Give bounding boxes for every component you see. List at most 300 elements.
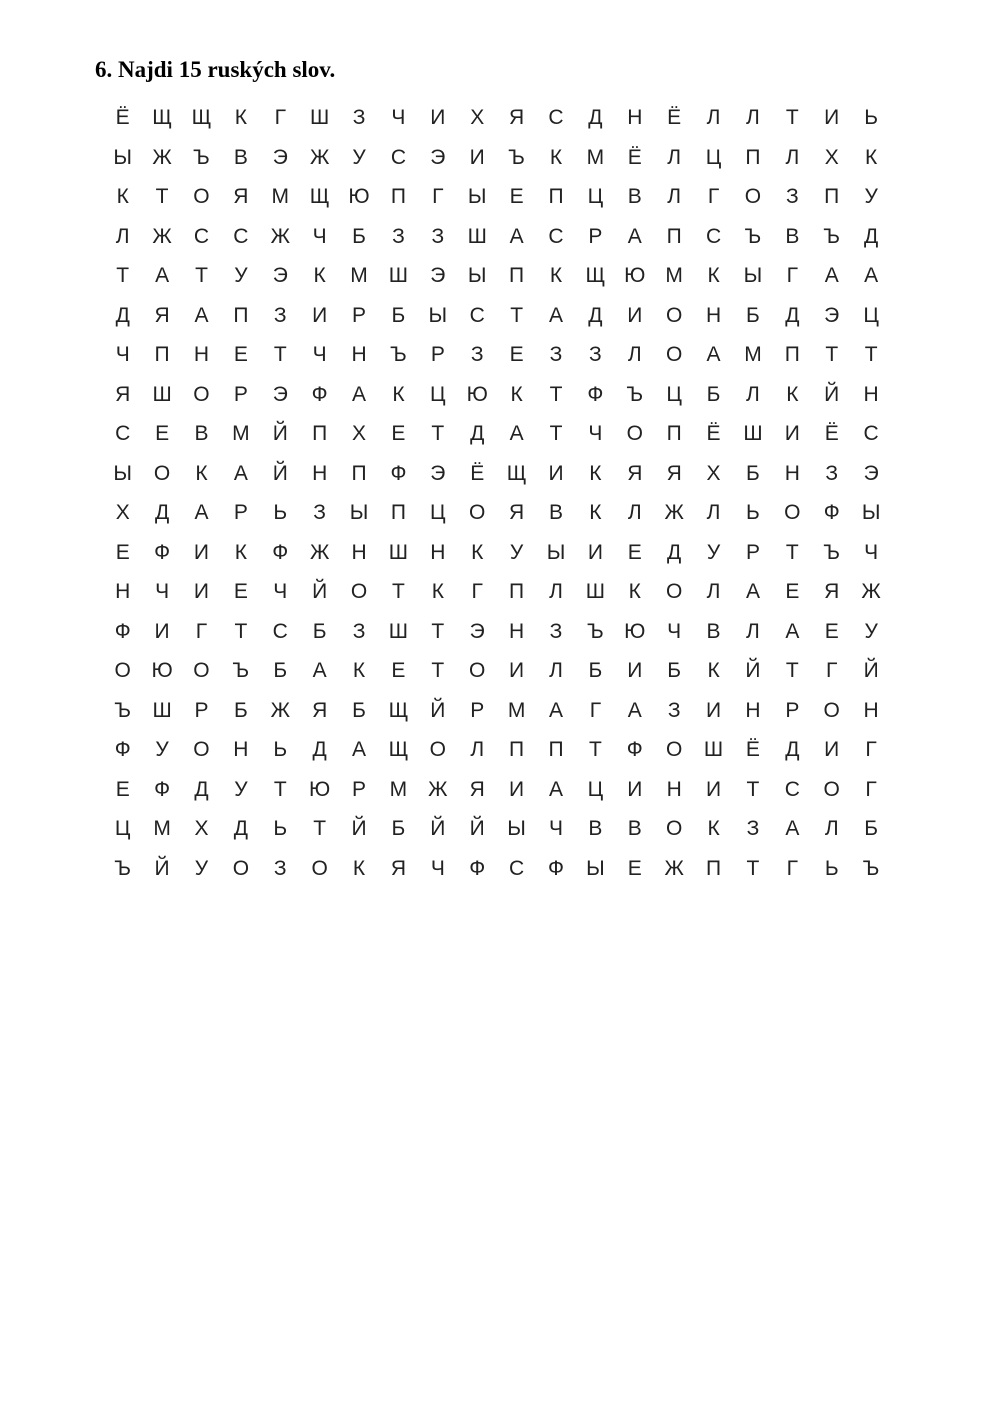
grid-letter: А: [785, 619, 800, 643]
grid-letter: О: [193, 185, 210, 209]
grid-letter: М: [586, 145, 605, 169]
grid-letter: Г: [432, 185, 444, 209]
grid-letter: Й: [824, 382, 840, 406]
grid-letter: И: [627, 777, 643, 801]
grid-letter: Ы: [467, 185, 487, 209]
grid-letter: О: [350, 580, 368, 604]
grid-letter: Е: [391, 422, 406, 446]
grid-letter: А: [548, 777, 563, 801]
grid-letter: Ю: [466, 382, 488, 406]
grid-letter: Е: [115, 777, 130, 801]
grid-letter: Д: [470, 422, 485, 446]
grid-letter: М: [232, 422, 250, 446]
grid-letter: У: [155, 738, 169, 762]
grid-letter: З: [273, 303, 287, 327]
grid-letter: Ц: [587, 777, 604, 801]
grid-letter: Д: [864, 224, 879, 248]
grid-letter: С: [509, 856, 525, 880]
grid-row: [103, 414, 891, 454]
grid-letter: Б: [588, 659, 603, 683]
grid-row: [103, 691, 891, 731]
grid-letter: Ъ: [508, 145, 525, 169]
grid-letter: Ц: [666, 382, 682, 406]
grid-letter: А: [627, 698, 642, 722]
grid-letter: О: [429, 738, 446, 762]
grid-letter: А: [194, 501, 209, 525]
grid-letter: С: [115, 422, 131, 446]
grid-letter: Н: [705, 303, 722, 327]
grid-letter: Л: [706, 501, 721, 525]
grid-letter: У: [352, 145, 366, 169]
grid-letter: К: [786, 382, 799, 406]
grid-letter: Я: [390, 856, 407, 880]
grid-letter: Я: [824, 580, 840, 604]
grid-letter: Л: [706, 106, 721, 130]
grid-letter: Г: [274, 106, 286, 130]
grid-letter: Е: [233, 343, 248, 367]
grid-letter: Э: [430, 461, 446, 485]
grid-letter: У: [864, 619, 878, 643]
grid-letter: О: [823, 698, 840, 722]
grid-letter: Т: [746, 856, 760, 880]
grid-letter: Н: [115, 580, 131, 604]
grid-letter: Ч: [115, 343, 130, 367]
grid-letter: Р: [470, 698, 485, 722]
grid-letter: Т: [549, 422, 563, 446]
grid-letter: В: [627, 185, 642, 209]
grid-letter: Н: [193, 343, 210, 367]
grid-letter: Т: [785, 540, 799, 564]
grid-letter: Х: [824, 145, 839, 169]
grid-letter: Т: [549, 382, 563, 406]
grid-letter: Х: [194, 817, 209, 841]
grid-letter: А: [352, 382, 367, 406]
grid-letter: А: [233, 461, 248, 485]
grid-letter: П: [509, 264, 525, 288]
grid-letter: Ъ: [232, 659, 250, 683]
grid-letter: Ф: [114, 619, 131, 643]
grid-letter: Э: [272, 382, 288, 406]
grid-letter: О: [665, 343, 683, 367]
grid-letter: Ш: [388, 540, 409, 564]
grid-letter: Ф: [390, 461, 407, 485]
grid-letter: П: [706, 856, 722, 880]
grid-letter: Л: [746, 106, 760, 130]
grid-letter: А: [785, 817, 800, 841]
grid-letter: К: [195, 461, 208, 485]
grid-letter: Й: [272, 422, 288, 446]
grid-letter: Ф: [154, 540, 171, 564]
grid-letter: Л: [746, 382, 760, 406]
grid-letter: М: [389, 777, 408, 801]
grid-letter: П: [548, 185, 564, 209]
grid-letter: Ш: [388, 264, 409, 288]
grid-letter: П: [509, 580, 525, 604]
grid-letter: И: [548, 461, 564, 485]
grid-letter: О: [232, 856, 250, 880]
grid-letter: Т: [864, 343, 878, 367]
grid-letter: Ж: [664, 501, 684, 525]
grid-letter: Н: [509, 619, 525, 643]
grid-row: [103, 296, 891, 336]
grid-row: [103, 454, 891, 494]
grid-letter: Н: [666, 777, 682, 801]
grid-letter: Э: [430, 264, 446, 288]
grid-letter: С: [469, 303, 485, 327]
grid-letter: Ь: [273, 501, 288, 525]
grid-letter: С: [548, 224, 564, 248]
grid-letter: Ъ: [823, 224, 841, 248]
grid-letter: Я: [627, 461, 643, 485]
grid-letter: Т: [785, 659, 799, 683]
grid-letter: Щ: [152, 106, 172, 130]
grid-letter: Г: [826, 659, 838, 683]
grid-row: [103, 98, 891, 138]
grid-letter: Р: [233, 382, 248, 406]
grid-letter: Ж: [152, 145, 172, 169]
grid-letter: Д: [233, 817, 248, 841]
grid-letter: У: [864, 185, 878, 209]
grid-letter: Г: [707, 185, 720, 209]
grid-letter: А: [627, 224, 642, 248]
grid-letter: Р: [233, 501, 248, 525]
grid-letter: Ы: [507, 817, 526, 841]
grid-letter: Ш: [703, 738, 724, 762]
grid-letter: Т: [273, 343, 287, 367]
grid-letter: П: [312, 422, 328, 446]
grid-letter: Т: [234, 619, 248, 643]
grid-letter: Ж: [309, 540, 330, 564]
grid-letter: А: [509, 224, 524, 248]
grid-letter: Н: [430, 540, 446, 564]
grid-letter: Ф: [272, 540, 289, 564]
grid-letter: О: [193, 738, 210, 762]
grid-letter: С: [390, 145, 407, 169]
grid-letter: Р: [430, 343, 445, 367]
grid-letter: Л: [667, 185, 682, 209]
grid-letter: П: [509, 738, 525, 762]
grid-letter: К: [589, 501, 602, 525]
grid-letter: Э: [430, 145, 446, 169]
grid-letter: З: [392, 224, 405, 248]
grid-letter: Е: [391, 659, 406, 683]
grid-letter: В: [233, 145, 248, 169]
grid-letter: Ш: [743, 422, 763, 446]
grid-letter: Л: [115, 224, 130, 248]
grid-letter: К: [549, 145, 563, 169]
grid-letter: Е: [155, 422, 170, 446]
grid-letter: С: [705, 224, 722, 248]
grid-letter: К: [628, 580, 641, 604]
grid-letter: Ч: [864, 540, 879, 564]
grid-letter: Я: [469, 777, 485, 801]
grid-letter: Ы: [428, 303, 448, 327]
grid-letter: Т: [155, 185, 169, 209]
grid-letter: Н: [351, 343, 367, 367]
grid-letter: И: [312, 303, 328, 327]
grid-letter: Э: [469, 619, 485, 643]
grid-letter: С: [863, 422, 879, 446]
grid-letter: Й: [863, 659, 879, 683]
grid-letter: Ы: [586, 856, 605, 880]
grid-letter: А: [312, 659, 327, 683]
grid-row: [103, 770, 891, 810]
grid-letter: З: [273, 856, 287, 880]
grid-letter: Ц: [863, 303, 879, 327]
grid-letter: А: [548, 303, 563, 327]
grid-letter: П: [233, 303, 249, 327]
grid-row: [103, 572, 891, 612]
grid-letter: Д: [154, 501, 170, 525]
grid-letter: Й: [272, 461, 288, 485]
grid-letter: К: [707, 817, 720, 841]
grid-letter: Р: [588, 224, 603, 248]
grid-letter: О: [784, 501, 801, 525]
grid-letter: Ч: [312, 224, 327, 248]
grid-letter: К: [392, 382, 405, 406]
grid-letter: Я: [312, 698, 328, 722]
grid-letter: Ч: [430, 856, 445, 880]
grid-letter: А: [745, 580, 760, 604]
grid-letter: Ъ: [626, 382, 644, 406]
grid-letter: Й: [312, 580, 328, 604]
grid-letter: Н: [627, 106, 643, 130]
grid-letter: З: [785, 185, 799, 209]
grid-letter: Д: [588, 303, 603, 327]
grid-letter: Ь: [746, 501, 760, 525]
grid-letter: Ё: [824, 422, 839, 446]
grid-letter: Н: [233, 738, 249, 762]
grid-row: [103, 533, 891, 573]
grid-letter: О: [665, 303, 683, 327]
grid-letter: Э: [272, 264, 288, 288]
grid-letter: Ж: [664, 856, 684, 880]
grid-letter: Т: [825, 343, 839, 367]
grid-letter: Ж: [152, 224, 172, 248]
grid-letter: Щ: [388, 698, 409, 722]
grid-letter: Ю: [624, 264, 646, 288]
grid-letter: А: [706, 343, 721, 367]
grid-row: [103, 849, 891, 889]
grid-letter: Д: [785, 738, 800, 762]
grid-letter: Й: [430, 698, 446, 722]
grid-letter: Е: [627, 540, 642, 564]
grid-letter: С: [784, 777, 800, 801]
grid-row: [103, 217, 891, 257]
grid-letter: Й: [469, 817, 485, 841]
grid-letter: И: [430, 106, 446, 130]
grid-letter: Ч: [155, 580, 170, 604]
grid-letter: К: [116, 185, 129, 209]
grid-letter: Б: [352, 698, 366, 722]
grid-letter: У: [509, 540, 524, 564]
grid-letter: И: [706, 698, 722, 722]
grid-letter: П: [390, 185, 406, 209]
grid-letter: Ч: [667, 619, 682, 643]
grid-letter: Я: [509, 106, 525, 130]
grid-letter: П: [666, 224, 682, 248]
grid-letter: Т: [431, 422, 445, 446]
grid-row: [103, 809, 891, 849]
grid-letter: О: [153, 461, 171, 485]
grid-letter: Е: [824, 619, 839, 643]
grid-letter: Ы: [113, 145, 132, 169]
grid-letter: Р: [352, 777, 367, 801]
grid-letter: О: [626, 422, 643, 446]
grid-letter: Г: [865, 738, 877, 762]
grid-letter: О: [311, 856, 328, 880]
grid-letter: А: [194, 303, 209, 327]
grid-letter: Ъ: [390, 343, 407, 367]
grid-letter: С: [233, 224, 249, 248]
grid-row: [103, 256, 891, 296]
grid-letter: П: [154, 343, 170, 367]
grid-letter: Щ: [191, 106, 212, 130]
grid-letter: Ь: [273, 817, 288, 841]
grid-letter: П: [666, 422, 682, 446]
grid-letter: Ё: [470, 461, 485, 485]
grid-letter: О: [469, 501, 486, 525]
grid-letter: Ж: [270, 698, 290, 722]
grid-letter: З: [470, 343, 484, 367]
grid-letter: У: [234, 264, 248, 288]
grid-letter: О: [193, 659, 210, 683]
grid-letter: О: [469, 659, 486, 683]
grid-letter: В: [548, 501, 563, 525]
grid-letter: Е: [785, 580, 800, 604]
grid-letter: Н: [863, 698, 879, 722]
grid-letter: Б: [233, 698, 248, 722]
grid-letter: Ш: [310, 106, 330, 130]
grid-letter: Е: [233, 580, 248, 604]
grid-letter: Л: [785, 145, 800, 169]
grid-letter: Ь: [273, 738, 288, 762]
grid-letter: Д: [667, 540, 682, 564]
grid-letter: В: [706, 619, 721, 643]
grid-letter: Р: [745, 540, 760, 564]
grid-letter: Ы: [743, 264, 763, 288]
grid-letter: К: [431, 580, 444, 604]
grid-letter: У: [234, 777, 248, 801]
grid-letter: И: [193, 580, 210, 604]
grid-letter: Д: [115, 303, 130, 327]
grid-letter: Ъ: [587, 619, 604, 643]
grid-letter: Ю: [309, 777, 331, 801]
grid-letter: А: [864, 264, 879, 288]
grid-row: [103, 375, 891, 415]
grid-letter: Л: [824, 817, 839, 841]
grid-letter: Е: [509, 185, 524, 209]
task-title: 6. Najdi 15 ruských slov.: [95, 57, 336, 82]
grid-letter: Ё: [706, 422, 721, 446]
grid-letter: К: [352, 659, 366, 683]
grid-letter: И: [706, 777, 722, 801]
grid-letter: Б: [391, 817, 406, 841]
grid-letter: Т: [431, 659, 445, 683]
grid-letter: Ф: [311, 382, 328, 406]
grid-letter: Н: [784, 461, 800, 485]
grid-letter: Ъ: [193, 145, 210, 169]
grid-letter: Я: [233, 185, 249, 209]
grid-letter: З: [825, 461, 839, 485]
grid-letter: Ж: [270, 224, 290, 248]
grid-letter: Н: [745, 698, 761, 722]
grid-letter: М: [507, 698, 526, 722]
grid-letter: Ж: [309, 145, 330, 169]
grid-letter: Р: [352, 303, 367, 327]
grid-letter: Г: [589, 698, 602, 722]
grid-letter: П: [351, 461, 367, 485]
grid-letter: Р: [785, 698, 800, 722]
grid-letter: И: [469, 145, 485, 169]
grid-letter: Г: [195, 619, 208, 643]
grid-letter: Э: [863, 461, 879, 485]
grid-row: [103, 138, 891, 178]
grid-letter: Е: [115, 540, 130, 564]
grid-letter: Ф: [469, 856, 486, 880]
grid-letter: Х: [352, 422, 367, 446]
grid-letter: Ш: [585, 580, 605, 604]
grid-letter: А: [548, 698, 563, 722]
grid-letter: Ч: [312, 343, 327, 367]
grid-letter: Д: [312, 738, 327, 762]
grid-letter: К: [707, 264, 720, 288]
grid-letter: З: [589, 343, 602, 367]
grid-row: [103, 612, 891, 652]
grid-letter: И: [154, 619, 170, 643]
grid-letter: Т: [431, 619, 445, 643]
grid-letter: З: [431, 224, 445, 248]
grid-letter: Ё: [667, 106, 682, 130]
grid-letter: Б: [746, 303, 760, 327]
grid-letter: Ш: [388, 619, 409, 643]
grid-letter: Л: [746, 619, 760, 643]
grid-letter: Н: [863, 382, 879, 406]
grid-letter: Ю: [151, 659, 173, 683]
grid-letter: Ы: [546, 540, 566, 564]
grid-letter: Б: [391, 303, 406, 327]
grid-letter: Л: [627, 343, 642, 367]
grid-letter: Ь: [824, 856, 839, 880]
grid-letter: Ц: [705, 145, 722, 169]
grid-letter: П: [784, 343, 800, 367]
grid-row: [103, 177, 891, 217]
grid-letter: Ъ: [744, 224, 762, 248]
grid-letter: Т: [746, 777, 760, 801]
grid-letter: Н: [312, 461, 328, 485]
grid-letter: Я: [154, 303, 170, 327]
grid-letter: Д: [588, 106, 603, 130]
grid-letter: М: [665, 264, 683, 288]
grid-letter: О: [665, 817, 683, 841]
grid-letter: Ш: [467, 224, 487, 248]
grid-letter: Ч: [273, 580, 288, 604]
grid-letter: Ч: [588, 422, 603, 446]
grid-letter: Г: [786, 264, 799, 288]
grid-letter: Ф: [823, 501, 840, 525]
grid-letter: И: [509, 659, 525, 683]
grid-letter: С: [193, 224, 210, 248]
grid-letter: К: [707, 659, 720, 683]
grid-letter: Х: [470, 106, 485, 130]
grid-letter: И: [824, 106, 840, 130]
grid-row: [103, 335, 891, 375]
grid-letter: К: [589, 461, 602, 485]
grid-letter: У: [706, 540, 721, 564]
grid-letter: Й: [154, 856, 170, 880]
grid-letter: К: [471, 540, 484, 564]
grid-letter: А: [509, 422, 524, 446]
